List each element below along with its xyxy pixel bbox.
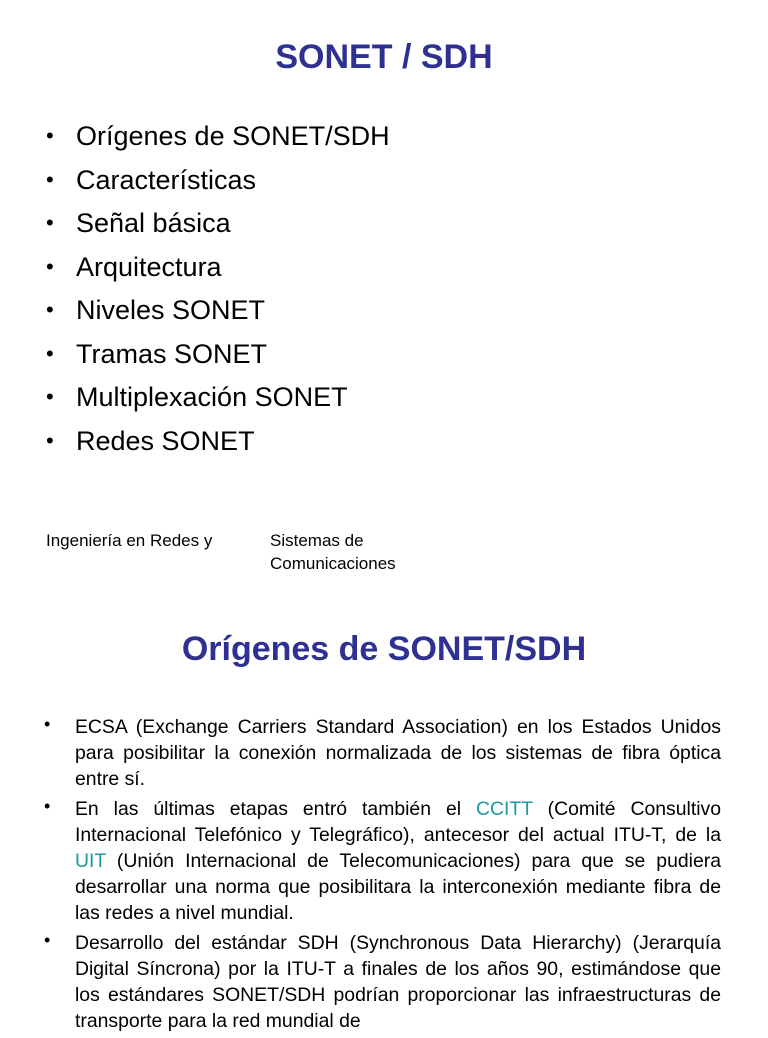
- slide-title: SONET / SDH: [275, 38, 493, 76]
- uit-link[interactable]: UIT: [75, 850, 106, 872]
- topic-list: [46, 118, 390, 466]
- detail-item: • ECSA (Exchange Carriers Standard Association) en los Estados Unidos para posibilitar la conexión normalizada de los sistemas de fibra óptica entre sí.: [44, 714, 721, 792]
- footer-left-text: Ingeniería en Redes y: [46, 531, 213, 550]
- section-title: Orígenes de SONET/SDH: [181, 630, 587, 668]
- topic-item: • Características: [46, 162, 390, 206]
- topic-item: • Multiplexación SONET: [46, 379, 390, 423]
- ccitt-link[interactable]: CCITT: [475, 798, 533, 820]
- topic-item: • Orígenes de SONET/SDH: [46, 118, 390, 162]
- detail-item: [44, 796, 721, 926]
- topic-item: • Arquitectura: [46, 249, 390, 293]
- detail-text: En las últimas etapas entró también el: [75, 798, 476, 820]
- topic-item: • Redes SONET: [46, 423, 390, 467]
- detail-text: (Unión Internacional de Telecomunicaciones) para que se pudiera desarrollar una norma que posibilitara la interconexión mediante fibra de las redes a nivel mundial.: [75, 850, 721, 924]
- topic-item: • Niveles SONET: [46, 292, 390, 336]
- topic-item: • Tramas SONET: [46, 336, 390, 380]
- detail-text: (Comité Consultivo Internacional Telefónico y Telegráfico), antecesor del actual ITU-T, de la: [75, 798, 722, 846]
- detail-item: • Desarrollo del estándar SDH (Synchronous Data Hierarchy) (Jerarquía Digital Síncrona) por la ITU-T a finales de los años 90, estimándose que los estándares SONET/SDH podrían proporcionar las infraestructuras de transporte para la red mundial de: [44, 930, 721, 1034]
- footer-right-text: Sistemas de Comunicaciones: [270, 531, 396, 573]
- detail-list: [44, 714, 721, 1038]
- topic-item: • Señal básica: [46, 205, 390, 249]
